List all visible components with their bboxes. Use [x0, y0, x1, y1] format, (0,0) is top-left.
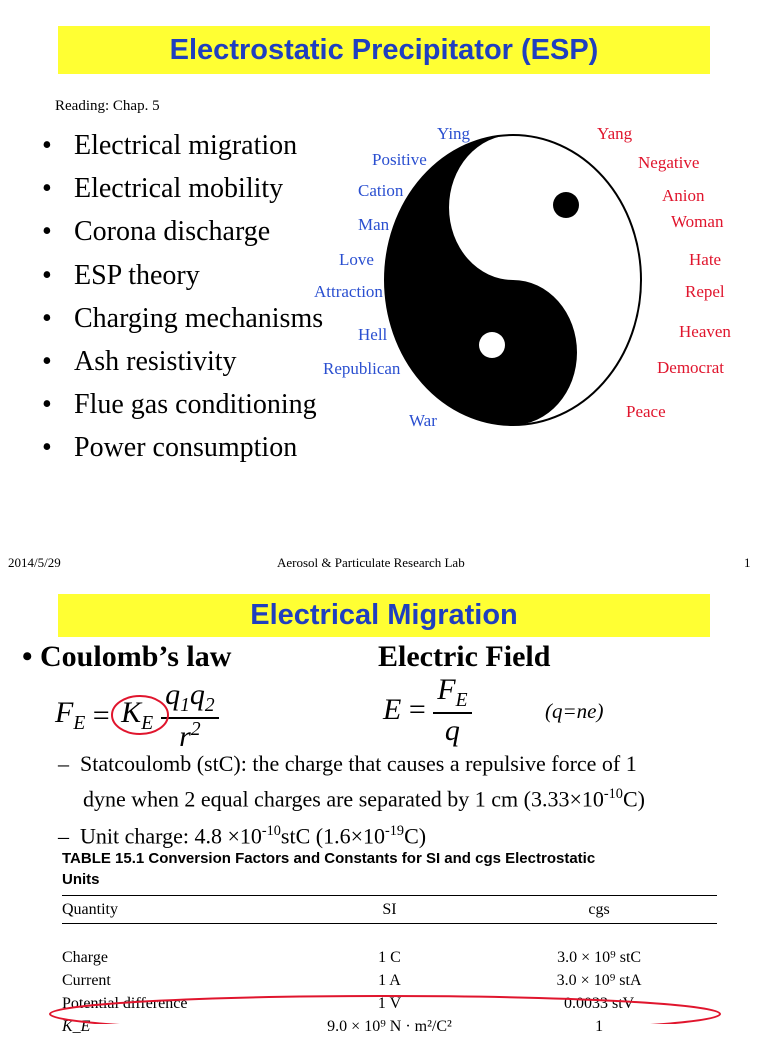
yinyang-right-label: Democrat: [657, 358, 725, 377]
table-row: Charge 1 C 3.0 × 10⁹ stC: [62, 948, 642, 966]
yinyang-right-label: Anion: [662, 186, 705, 205]
yinyang-left-label: Ying: [437, 124, 471, 143]
bullet-item: • Electrical migration: [42, 130, 298, 161]
yinyang-left-label: Love: [339, 250, 374, 269]
table-row: Potential difference 1 V 0.0033 stV: [62, 994, 635, 1012]
topic-bullet-list: [42, 124, 323, 470]
slide1-title-bar: [58, 26, 710, 74]
bullet-item: • Electrical mobility: [42, 173, 284, 205]
yinyang-left-label: Hell: [358, 325, 388, 344]
table-row: K_E 9.0 × 10⁹ N · m²/C² 1: [62, 1017, 604, 1035]
yinyang-left-label: Attraction: [314, 282, 383, 301]
coulomb-equation: $F_E$ = $K_E$ $\frac{q_1q_2}{r^2}$: [55, 678, 219, 754]
charge-note: (q=ne): [545, 699, 604, 723]
yinyang-right-label: Yang: [597, 124, 633, 143]
yinyang-left-label: Man: [358, 215, 390, 234]
table-header: SI: [298, 893, 481, 924]
bullet-item: • Corona discharge: [42, 216, 271, 248]
bullet-item: • ESP theory: [42, 259, 200, 291]
yinyang-left-label: Positive: [372, 150, 427, 169]
yinyang-left-label: Republican: [323, 359, 401, 378]
yinyang-right-label: Heaven: [679, 322, 731, 341]
coulomb-law-heading: Coulomb’s law: [40, 640, 232, 673]
yin-yang-icon: [380, 130, 650, 430]
ke-constant: $K_E$: [117, 696, 157, 735]
bullet-item: • Ash resistivity: [42, 346, 237, 378]
yinyang-right-label: Peace: [626, 402, 666, 421]
footer-page-number: 1: [744, 555, 751, 570]
reading-note: Reading: Chap. 5: [55, 98, 160, 114]
statcoulomb-definition: – Statcoulomb (stC): the charge that causes a repulsive force of 1 dyne when 2 equal charges are separated by 1 cm $(3.33\times 10^{-10}C)$: [58, 751, 645, 812]
yinyang-left-label: War: [409, 411, 437, 430]
yinyang-left-label: Cation: [358, 181, 404, 200]
electric-field-equation: E = $\frac{F_E}{q}$: [383, 673, 472, 748]
table-header: Quantity: [62, 893, 298, 924]
footer-lab: Aerosol & Particulate Research Lab: [277, 555, 465, 570]
slide1-title: Electrostatic Precipitator (ESP): [169, 33, 599, 66]
table-row: Current 1 A 3.0 × 10⁹ stA: [62, 971, 642, 989]
slide2-title-bar: [58, 594, 710, 637]
bullet-item: • Charging mechanisms: [42, 302, 324, 334]
yinyang-right-label: Repel: [685, 282, 725, 301]
unit-charge: – Unit charge: $4.8 \times 10^{-10}stC$ $(1.6\times 10^{-19}C)$: [58, 823, 427, 849]
slide2-title: Electrical Migration: [250, 599, 518, 631]
table-caption: TABLE 15.1 Conversion Factors and Constants for SI and cgs Electrostatic Units: [62, 850, 596, 888]
ke-row-highlight: [40, 994, 730, 1024]
table-header: cgs: [481, 893, 717, 924]
table-row: [62, 924, 717, 946]
yinyang-right-label: Woman: [671, 212, 724, 231]
footer-date: 2014/5/29: [8, 555, 61, 570]
bullet-item: • Power consumption: [42, 432, 298, 464]
coulomb-law-bullet: • Coulomb’s law: [22, 640, 232, 673]
electric-field-heading: Electric Field: [378, 640, 551, 673]
yinyang-right-label: Hate: [689, 250, 722, 269]
yinyang-right-label: Negative: [638, 153, 700, 172]
bullet-item: • Flue gas conditioning: [42, 389, 317, 421]
